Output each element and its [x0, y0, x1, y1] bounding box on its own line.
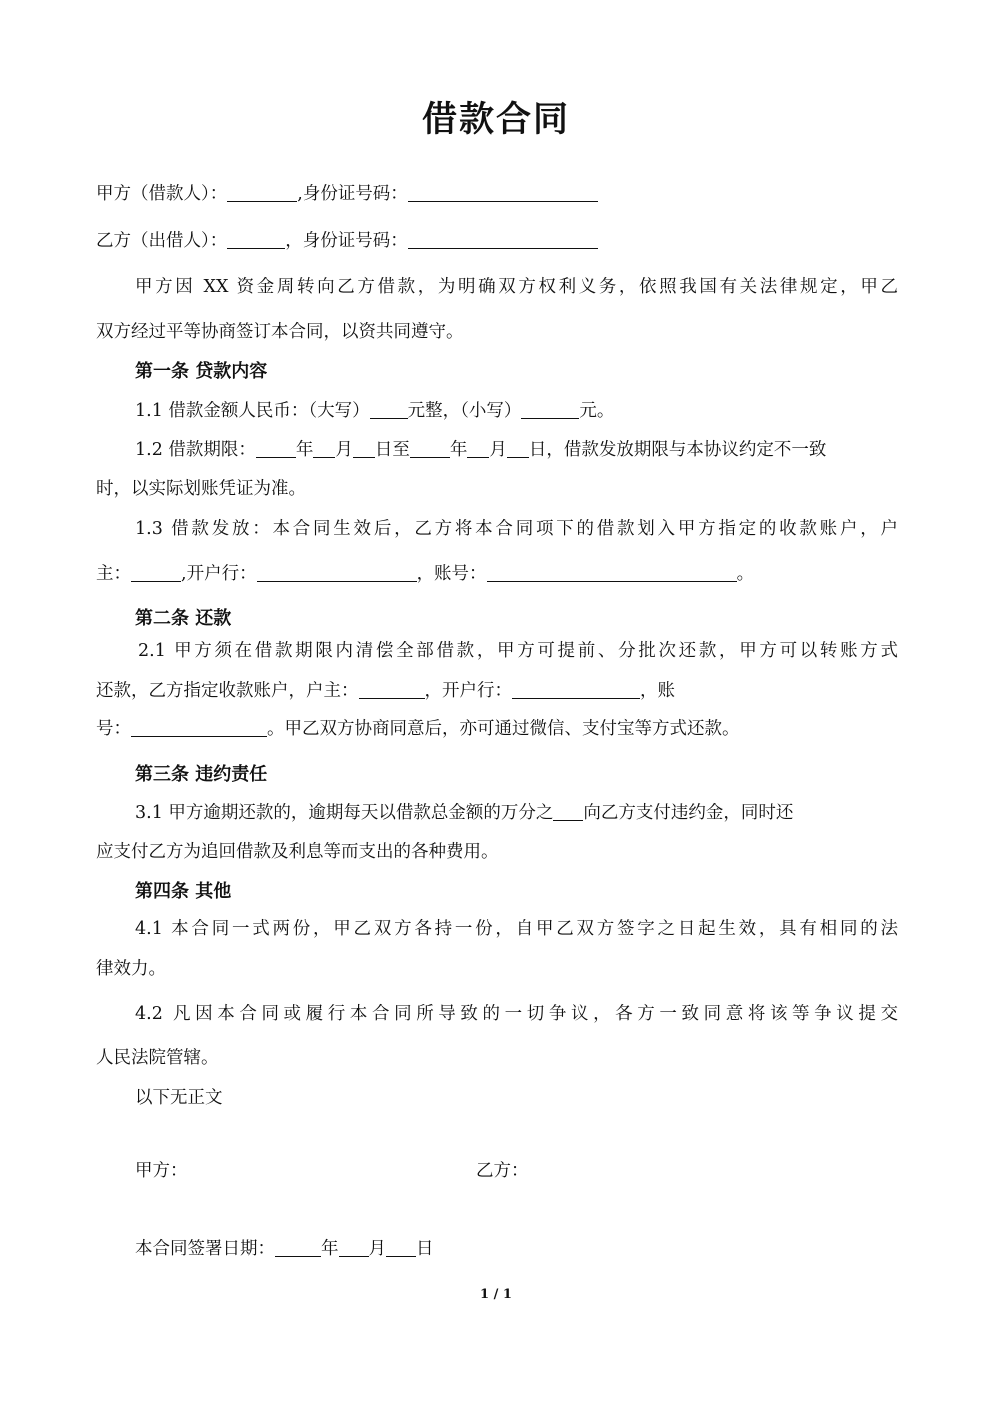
clause-1-2-year-2: 年	[449, 440, 468, 460]
party-b-id-label: ，身份证号码：	[285, 231, 408, 251]
clause-1-2-day-to: 日至	[374, 440, 410, 460]
party-a-name-blank	[227, 184, 297, 203]
document-title: 借款合同	[421, 100, 570, 140]
account-holder-blank	[131, 564, 181, 583]
clause-1-3-end: 。	[736, 564, 755, 584]
sign-month-blank	[339, 1239, 369, 1258]
preamble-line-1: 甲方因 XX 资金周转向乙方借款，为明确双方权利义务，依照我国有关法律规定，甲乙	[135, 277, 898, 297]
sign-day-label: 日	[416, 1239, 434, 1259]
clause-1-2-month: 月	[335, 440, 353, 460]
end-month-blank	[467, 440, 489, 459]
sign-day-blank	[386, 1239, 416, 1258]
clause-1-1-text-c: 元。	[579, 401, 615, 421]
article-1-heading: 第一条 贷款内容	[135, 361, 268, 382]
clause-2-1-line-3	[96, 715, 740, 740]
party-b-label: 乙方（出借人）：	[96, 231, 228, 251]
clause-4-2-line-2: 人民法院管辖。	[96, 1048, 219, 1068]
account-number-blank	[487, 564, 737, 583]
clause-1-2-line-2: 时，以实际划账凭证为准。	[96, 479, 306, 499]
signing-date-line	[135, 1235, 434, 1260]
clause-1-1	[135, 397, 614, 422]
start-month-blank	[313, 440, 335, 459]
bank-blank	[257, 564, 417, 583]
party-b-id-blank	[408, 231, 598, 250]
article-3-heading: 第三条 违约责任	[135, 764, 268, 785]
start-day-blank	[353, 440, 375, 459]
clause-2-1-holder-label: 还款，乙方指定收款账户，户主：	[96, 681, 359, 701]
amount-digits-blank	[521, 401, 579, 420]
end-note: 以下无正文	[135, 1088, 223, 1108]
sign-month-label: 月	[368, 1239, 386, 1259]
repay-bank-blank	[512, 681, 640, 700]
clause-1-2-year: 年	[295, 440, 314, 460]
page-number: 1 / 1	[480, 1287, 512, 1302]
end-year-blank	[410, 440, 450, 459]
sign-year-label: 年	[321, 1239, 339, 1259]
clause-3-1-text-b: 向乙方支付违约金，同时还	[583, 803, 794, 823]
clause-3-1-text-a: 3.1 甲方逾期还款的，逾期每天以借款总金额的万分之	[135, 803, 554, 823]
sign-year-blank	[275, 1239, 321, 1258]
clause-2-1-account-label: ，账	[640, 681, 675, 701]
clause-3-1-line-1	[135, 799, 793, 824]
party-a-label: 甲方（借款人）：	[96, 184, 228, 204]
clause-3-1-line-2: 应支付乙方为追回借款及利息等而支出的各种费用。	[96, 842, 499, 862]
clause-1-2-line-1	[135, 436, 826, 461]
penalty-rate-blank	[553, 803, 583, 822]
clause-2-1-text-end: 。甲乙双方协商同意后，亦可通过微信、支付宝等方式还款。	[267, 719, 740, 739]
clause-1-3-line-1: 1.3 借款发放：本合同生效后，乙方将本合同项下的借款划入甲方指定的收款账户，户	[135, 519, 898, 539]
start-year-blank	[256, 440, 296, 459]
preamble-line-2: 双方经过平等协商签订本合同，以资共同遵守。	[96, 322, 464, 342]
clause-1-1-text-b: 元整，（小写）	[407, 401, 522, 421]
clause-4-1-line-2: 律效力。	[96, 959, 166, 979]
clause-1-1-text-a: 1.1 借款金额人民币：（大写）	[135, 401, 370, 421]
clause-1-2-month-2: 月	[489, 440, 507, 460]
party-b-signature-label: 乙方：	[476, 1161, 529, 1181]
article-2-heading: 第二条 还款	[135, 608, 232, 629]
amount-uppercase-blank	[370, 401, 408, 420]
clause-1-3-holder-label: 主：	[96, 564, 131, 584]
clause-2-1-line-2	[96, 677, 675, 702]
clause-2-1-line-1: 2.1 甲方须在借款期限内清偿全部借款，甲方可提前、分批次还款，甲方可以转账方式	[138, 641, 898, 661]
party-a-signature-label: 甲方：	[135, 1161, 188, 1181]
party-a-line	[96, 180, 598, 205]
clause-1-3-bank-label: ,开户行：	[181, 564, 257, 584]
clause-1-3-account-label: ，账号：	[416, 564, 487, 584]
clause-1-2-text-end: 日，借款发放期限与本协议约定不一致	[528, 440, 827, 460]
end-day-blank	[507, 440, 529, 459]
signing-date-label: 本合同签署日期：	[135, 1239, 275, 1259]
party-b-line	[96, 227, 598, 252]
clause-2-1-bank-label: ，开户行：	[424, 681, 512, 701]
clause-4-2-line-1: 4.2 凡因本合同或履行本合同所导致的一切争议，各方一致同意将该等争议提交	[135, 1004, 898, 1024]
clause-1-2-text-a: 1.2 借款期限：	[135, 440, 256, 460]
party-b-name-blank	[227, 231, 285, 250]
repay-account-blank	[131, 719, 267, 738]
repay-holder-blank	[359, 681, 425, 700]
clause-4-1-line-1: 4.1 本合同一式两份，甲乙双方各持一份，自甲乙双方签字之日起生效，具有相同的法	[135, 919, 898, 939]
party-a-id-blank	[408, 184, 598, 203]
clause-1-3-line-2	[96, 560, 754, 585]
article-4-heading: 第四条 其他	[135, 881, 232, 902]
party-a-id-label: ,身份证号码：	[297, 184, 408, 204]
clause-2-1-account-label-2: 号：	[96, 719, 131, 739]
